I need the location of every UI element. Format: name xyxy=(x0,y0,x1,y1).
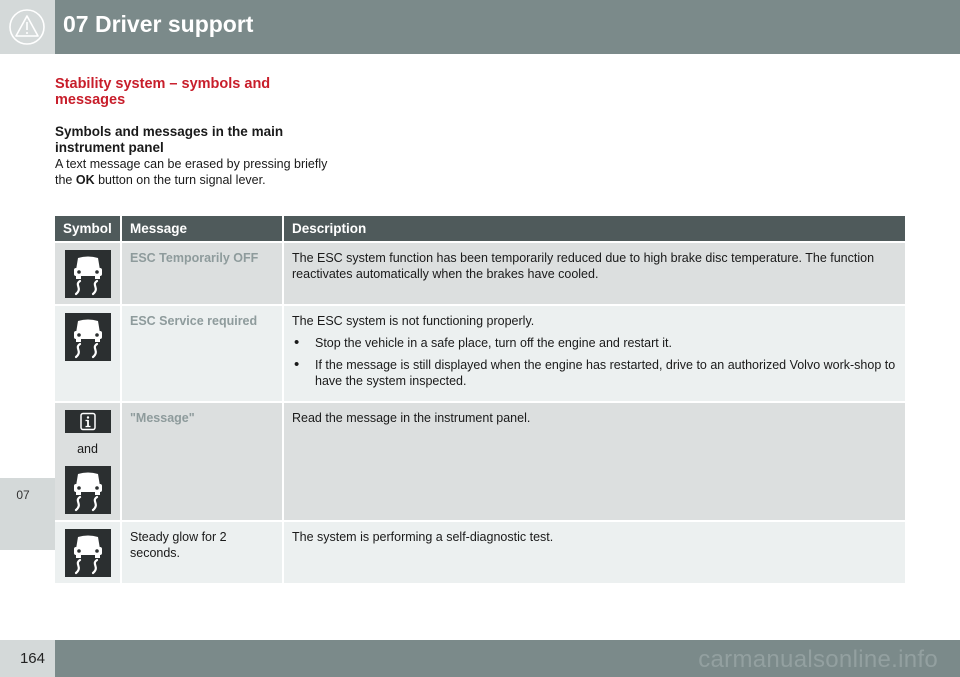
ok-button-name: OK xyxy=(75,173,95,187)
section-title: Stability system – symbols and messages xyxy=(55,76,271,108)
list-item: • Stop the vehicle in a safe place, turn off the engine and restart it. xyxy=(292,335,897,351)
symbol-cell xyxy=(55,402,121,521)
list-item: • If the message is still displayed when the engine has restarted, drive to an authorized Volvo work-shop to have the system inspected. xyxy=(292,357,897,389)
skidding-car-icon xyxy=(65,250,111,298)
page-number: 164 xyxy=(19,650,45,667)
page-header xyxy=(0,0,960,54)
description-cell: The system is performing a self-diagnostic test. xyxy=(283,521,905,583)
message-cell: Steady glow for 2 seconds. xyxy=(121,521,283,583)
footer-corner xyxy=(0,640,55,677)
message-text: ESC Service required xyxy=(130,314,258,328)
skidding-car-icon xyxy=(65,313,111,361)
table-row xyxy=(55,402,905,521)
symbols-messages-table xyxy=(55,216,905,583)
watermark-text: carmanualsonline.info xyxy=(698,646,938,673)
header-description: Description xyxy=(283,216,905,242)
message-cell xyxy=(121,242,283,305)
description-text: The ESC system is not functioning properly. xyxy=(292,314,535,328)
description-cell xyxy=(283,305,905,402)
header-message: Message xyxy=(121,216,283,242)
table-row xyxy=(55,305,905,402)
intro-section xyxy=(55,76,335,188)
symbol-cell xyxy=(55,305,121,402)
chapter-title: 07 Driver support xyxy=(63,11,254,37)
instruction-list xyxy=(292,335,897,389)
skidding-car-icon xyxy=(65,529,111,577)
chapter-side-tab xyxy=(0,478,55,550)
and-text: and xyxy=(77,442,98,456)
message-cell xyxy=(121,305,283,402)
page-footer xyxy=(0,640,960,677)
table-row xyxy=(55,521,905,583)
message-cell xyxy=(121,402,283,521)
message-text: "Message" xyxy=(130,411,195,425)
header-corner xyxy=(0,0,55,54)
intro-text-part: A text message can be erased by pressing briefly the xyxy=(55,157,328,187)
description-cell: Read the message in the instrument panel. xyxy=(283,402,905,521)
footer-bar xyxy=(55,640,960,677)
table-header-row xyxy=(55,216,905,242)
symbol-cell xyxy=(55,242,121,305)
intro-text-part: button on the turn signal lever. xyxy=(94,173,266,187)
description-cell: The ESC system function has been temporarily reduced due to high brake disc temperature. The function reactivates automatically when the brakes have cooled. xyxy=(283,242,905,305)
subsection-title: Symbols and messages in the main instrument panel xyxy=(55,124,284,155)
skidding-car-icon xyxy=(65,466,111,514)
warning-triangle-icon xyxy=(8,8,46,46)
symbol-cell xyxy=(55,521,121,583)
chapter-tab-label: 07 xyxy=(16,488,30,502)
info-icon xyxy=(65,410,111,433)
intro-text xyxy=(55,156,335,188)
table-row xyxy=(55,242,905,305)
header-symbol: Symbol xyxy=(55,216,121,242)
message-text: ESC Temporarily OFF xyxy=(130,251,259,265)
